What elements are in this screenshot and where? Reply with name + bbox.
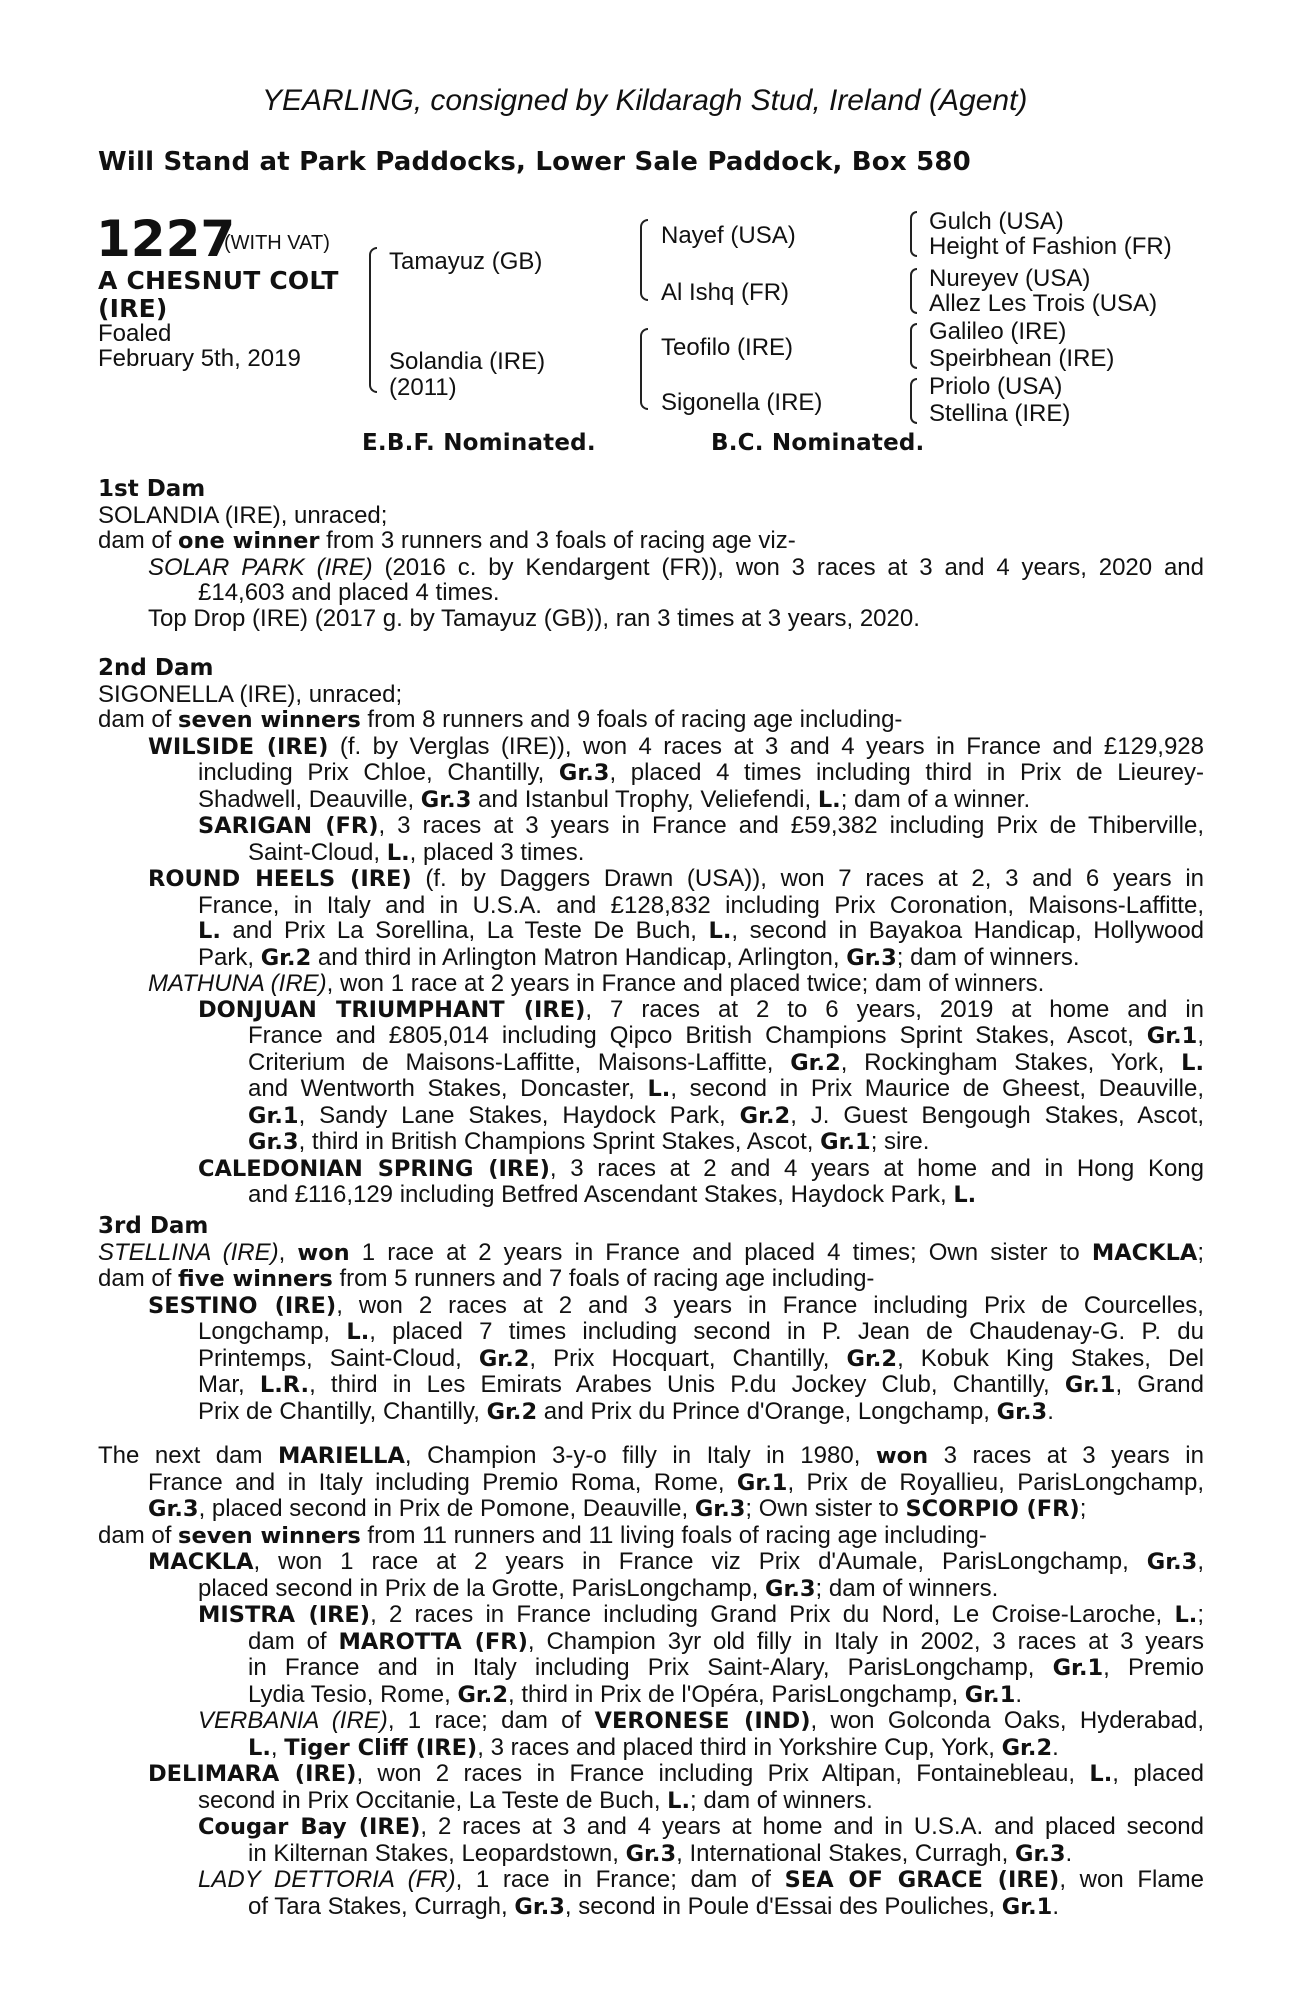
bold-text: MISTRA (IRE) — [198, 1602, 371, 1628]
text: , J. Guest Bengough Stakes, Ascot, — [790, 1101, 1204, 1129]
pedigree-line — [98, 1443, 1204, 1470]
text: , third in Les Emirats Arabes Unis P.du Jockey Club, Chantilly, — [309, 1371, 1065, 1398]
pedigree-line — [98, 1629, 1204, 1656]
pedigree-line — [98, 787, 1204, 814]
text: and third in Arlington Matron Handicap, Arlington, — [311, 943, 847, 971]
bold-text: L. — [1181, 1049, 1204, 1076]
vat-note: (WITH VAT) — [224, 232, 330, 254]
bold-text: L. — [667, 1787, 691, 1814]
gen3-sire-sire-dam: Height of Fashion (FR) — [929, 233, 1172, 260]
text: , Rockingham Stakes, York, — [840, 1048, 1182, 1076]
bold-text: Gr.3 — [996, 1398, 1048, 1425]
pedigree-line — [98, 945, 1204, 972]
text: , International Stakes, Curragh, — [676, 1839, 1015, 1867]
pedigree-brace — [910, 378, 917, 424]
bold-text: Gr.3 — [625, 1840, 677, 1867]
text: Top Drop (IRE) (2017 g. by Tamayuz (GB)), ran 3 times at 3 years, 2020. — [148, 604, 920, 632]
text: , Prix de Royallieu, ParisLongchamp, — [787, 1468, 1204, 1496]
italic-text: LADY DETTORIA (FR) — [198, 1866, 456, 1893]
gen3-sire-sire-sire: Gulch (USA) — [929, 208, 1064, 235]
pedigree-line — [98, 1867, 1204, 1894]
pedigree-line — [98, 1372, 1204, 1399]
text: from 5 runners and 7 foals of racing age including- — [332, 1265, 875, 1292]
lot-description: A CHESNUT COLT — [98, 266, 339, 295]
text: , second in Bayakoa Handicap, Hollywood — [731, 917, 1205, 944]
bold-text: seven winners — [178, 1522, 361, 1549]
text: , — [1197, 1548, 1204, 1575]
pedigree-line — [98, 1050, 1204, 1077]
text: , 2 races at 3 and 4 years at home and in U.S.A. and placed second — [420, 1813, 1204, 1840]
bold-text: L. — [647, 1076, 671, 1102]
text: SIGONELLA (IRE), unraced; — [98, 680, 403, 708]
text: Park, — [198, 943, 261, 971]
bold-text: won — [875, 1443, 929, 1469]
bold-text: Gr.2 — [739, 1102, 791, 1129]
pedigree-line — [98, 1708, 1204, 1735]
text: dam of — [98, 706, 179, 733]
text: , second in Prix Maurice de Gheest, Deauville, — [670, 1075, 1205, 1102]
text: , won 1 race at 2 years in France viz Prix d'Aumale, ParisLongchamp, — [253, 1548, 1147, 1575]
consignment-header: YEARLING, consigned by Kildaragh Stud, Ireland (Agent) — [262, 84, 1028, 117]
pedigree-line — [98, 734, 1204, 761]
pedigree-line — [98, 1266, 1204, 1293]
stand-location: Will Stand at Park Paddocks, Lower Sale Paddock, Box 580 — [98, 147, 971, 177]
italic-text: MATHUNA (IRE) — [148, 970, 327, 997]
text: , Grand — [1115, 1371, 1204, 1398]
bold-text: Gr.2 — [457, 1681, 508, 1708]
text: ; Own sister to — [745, 1495, 906, 1522]
gen3-dam-dam-dam: Stellina (IRE) — [929, 400, 1071, 427]
pedigree-brace — [910, 211, 917, 257]
pedigree-brace — [640, 219, 648, 301]
text: , Champion 3yr old filly in Italy in 2002, 3 races at 3 years — [527, 1627, 1204, 1655]
text: , placed second in Prix de Pomone, Deauville, — [198, 1495, 695, 1522]
sire-sire: Nayef (USA) — [661, 222, 796, 249]
bold-text: Gr.1 — [1146, 1023, 1198, 1049]
lot-number: 1227 — [96, 210, 236, 268]
text: , Prix Hocquart, Chantilly, — [529, 1344, 847, 1372]
text: Lydia Tesio, Rome, — [248, 1680, 458, 1708]
bold-text: Cougar Bay (IRE) — [198, 1814, 421, 1840]
bold-text: Gr.1 — [820, 1129, 871, 1155]
pedigree-line — [98, 1894, 1204, 1921]
bold-text: Gr.1 — [964, 1681, 1016, 1708]
bold-text: Gr.1 — [1052, 1655, 1104, 1681]
pedigree-line — [98, 528, 1204, 555]
text: France and in Italy including Premio Roma, Rome, — [148, 1468, 737, 1496]
bold-text: L.R. — [259, 1372, 310, 1398]
text: ; dam of winners. — [690, 1786, 873, 1814]
text: ; — [1197, 1238, 1204, 1266]
text: , — [278, 1238, 298, 1266]
bold-text: CALEDONIAN SPRING (IRE) — [198, 1155, 550, 1182]
bold-text: five winners — [178, 1266, 333, 1292]
bold-text: Gr.1 — [1064, 1372, 1116, 1398]
italic-text: VERBANIA (IRE) — [198, 1707, 388, 1734]
foaled-date: February 5th, 2019 — [98, 345, 301, 372]
text: , won 1 race at 2 years in France and placed twice; dam of winners. — [326, 970, 1045, 997]
next-dam-section — [98, 1443, 1204, 1920]
gen3-sire-dam-sire: Nureyev (USA) — [929, 265, 1091, 292]
pedigree-line — [98, 1761, 1204, 1788]
text: , placed 7 times including second in P. Jean de Chaudenay-G. P. du — [369, 1318, 1204, 1345]
text: dam of — [98, 1521, 179, 1549]
bold-text: Gr.1 — [1001, 1893, 1053, 1920]
bold-text: Gr.1 — [736, 1469, 788, 1496]
text: (f. by Daggers Drawn (USA)), won 7 races at 2, 3 and 6 years in — [411, 865, 1205, 892]
text: placed second in Prix de la Grotte, ParisLongchamp, — [198, 1574, 765, 1602]
text: . — [1052, 1892, 1059, 1920]
bold-text: one winner — [178, 528, 320, 554]
bold-text: L. — [346, 1319, 370, 1345]
bold-text: L. — [953, 1182, 977, 1208]
italic-text: STELLINA (IRE) — [98, 1238, 279, 1266]
section-heading: 3rd Dam — [98, 1213, 209, 1239]
pedigree-line — [98, 760, 1204, 787]
pedigree-line — [98, 707, 1204, 734]
bold-text: Gr.1 — [248, 1102, 299, 1129]
text: . — [1047, 1397, 1054, 1425]
section-heading: 1st Dam — [98, 476, 206, 502]
dam-dam: Sigonella (IRE) — [661, 389, 823, 416]
sire-name: Tamayuz (GB) — [389, 248, 543, 275]
text: dam of — [98, 1265, 179, 1292]
text: , Sandy Lane Stakes, Haydock Park, — [298, 1101, 740, 1129]
pedigree-line — [98, 840, 1204, 867]
pedigree-brace — [640, 328, 648, 410]
bold-text: Tiger Cliff (IRE) — [284, 1734, 478, 1761]
text: including Prix Chloe, Chantilly, — [198, 759, 559, 786]
text: , placed — [1112, 1760, 1205, 1787]
bold-text: L. — [1174, 1602, 1198, 1628]
text: Prix de Chantilly, Chantilly, — [198, 1397, 487, 1425]
pedigree-brace — [369, 247, 377, 393]
text: (2016 c. by Kendargent (FR)), won 3 races at 3 and 4 years, 2020 and — [372, 553, 1205, 581]
bold-text: Gr.2 — [790, 1049, 841, 1076]
pedigree-line — [98, 1682, 1204, 1709]
text: The next dam — [98, 1442, 278, 1469]
pedigree-line — [98, 1655, 1204, 1682]
bold-text: DELIMARA (IRE) — [148, 1761, 357, 1787]
bold-text: L. — [708, 918, 732, 944]
bold-text: Gr.2 — [1001, 1734, 1053, 1761]
bold-text: ROUND HEELS (IRE) — [148, 866, 412, 892]
text: of Tara Stakes, Curragh, — [248, 1892, 515, 1920]
text: SOLANDIA (IRE), unraced; — [98, 501, 388, 529]
pedigree-line — [98, 813, 1204, 840]
text: , Premio — [1103, 1654, 1204, 1681]
bold-text: Gr.3 — [694, 1496, 746, 1522]
bold-text: Gr.2 — [486, 1398, 538, 1425]
text: , 3 races at 3 years in France and £59,382 including Prix de Thiberville, — [378, 812, 1205, 839]
pedigree-line — [98, 1523, 1204, 1550]
bold-text: MARIELLA — [277, 1443, 405, 1469]
bold-text: Gr.2 — [846, 1345, 898, 1372]
bold-text: L. — [817, 786, 841, 813]
text: ; — [1197, 1601, 1204, 1628]
text: and Prix La Sorellina, La Teste De Buch, — [220, 917, 709, 944]
dam-sire: Teofilo (IRE) — [661, 334, 794, 361]
pedigree-line — [98, 1602, 1204, 1629]
text: , Kobuk King Stakes, Del — [897, 1344, 1205, 1372]
bold-text: MACKLA — [148, 1549, 254, 1575]
gen3-dam-sire-sire: Galileo (IRE) — [929, 318, 1067, 345]
text: ; — [1079, 1495, 1087, 1522]
bold-text: L. — [386, 839, 410, 866]
pedigree-line — [98, 1156, 1204, 1183]
pedigree-line — [98, 1023, 1204, 1050]
text: dam of — [98, 527, 179, 554]
text: . — [1052, 1733, 1059, 1761]
text: , won Golconda Oaks, Hyderabad, — [810, 1707, 1204, 1734]
italic-text: SOLAR PARK (IRE) — [148, 553, 373, 581]
pedigree-line — [98, 1735, 1204, 1762]
third-dam-section — [98, 1214, 1204, 1425]
text: Mar, — [198, 1371, 260, 1398]
text: (f. by Verglas (IRE)), won 4 races at 3 and 4 years in France and £129,928 — [328, 732, 1204, 760]
pedigree-line — [98, 1841, 1204, 1868]
bold-text: Gr.2 — [260, 944, 312, 971]
text: Printemps, Saint-Cloud, — [198, 1344, 479, 1372]
bold-text: SESTINO (IRE) — [148, 1292, 337, 1319]
text: £14,603 and placed 4 times. — [198, 579, 500, 606]
sire-dam: Al Ishq (FR) — [661, 279, 790, 306]
bold-text: MAROTTA (FR) — [338, 1628, 528, 1655]
second-dam-section — [98, 656, 1204, 1209]
pedigree-line — [98, 1814, 1204, 1841]
bold-text: Gr.3 — [558, 760, 610, 786]
text: ; sire. — [870, 1128, 930, 1155]
pedigree-line — [98, 918, 1204, 945]
bold-text: SARIGAN (FR) — [198, 813, 379, 839]
text: Saint-Cloud, — [248, 838, 387, 866]
text: from 8 runners and 9 foals of racing age including- — [360, 706, 903, 733]
text: . — [1065, 1839, 1073, 1867]
text: dam of — [248, 1627, 339, 1655]
ebf-nomination: E.B.F. Nominated. — [362, 430, 596, 456]
pedigree-line — [98, 1496, 1204, 1523]
gen3-dam-dam-sire: Priolo (USA) — [929, 373, 1063, 400]
text: , Champion 3-y-o filly in Italy in 1980, — [404, 1442, 876, 1469]
bold-text: L. — [248, 1734, 271, 1761]
pedigree-line — [98, 555, 1204, 581]
pedigree-line — [98, 1129, 1204, 1156]
text: from 11 runners and 11 living foals of racing age including- — [360, 1521, 987, 1549]
first-dam-section — [98, 477, 1204, 631]
pedigree-line — [98, 1319, 1204, 1346]
pedigree-line — [98, 866, 1204, 893]
bold-text: WILSIDE (IRE) — [148, 733, 329, 760]
bold-text: seven winners — [178, 707, 361, 733]
pedigree-line — [98, 580, 1204, 606]
text: France and £805,014 including Qipco British Champions Sprint Stakes, Ascot, — [248, 1022, 1147, 1049]
lot-origin: (IRE) — [98, 294, 168, 323]
bold-text: VERONESE (IND) — [594, 1708, 811, 1734]
text: , 3 races and placed third in Yorkshire Cup, York, — [477, 1733, 1002, 1761]
text: , third in Prix de l'Opéra, ParisLongchamp, — [508, 1680, 965, 1708]
bold-text: Gr.3 — [148, 1496, 199, 1522]
text: and Prix du Prince d'Orange, Longchamp, — [537, 1397, 997, 1425]
text: , third in British Champions Sprint Stakes, Ascot, — [298, 1128, 821, 1155]
text: ; dam of a winner. — [840, 785, 1031, 813]
text: and £116,129 including Betfred Ascendant Stakes, Haydock Park, — [248, 1181, 954, 1208]
pedigree-line — [98, 1103, 1204, 1130]
text: in Kilternan Stakes, Leopardstown, — [248, 1839, 626, 1867]
bold-text: Gr.3 — [846, 944, 897, 971]
bold-text: MACKLA — [1091, 1239, 1198, 1266]
bold-text: won — [297, 1239, 350, 1266]
text: and Istanbul Trophy, Veliefendi, — [471, 785, 818, 813]
text: Criterium de Maisons-Laffitte, Maisons-Laffitte, — [248, 1048, 791, 1076]
bold-text: Gr.3 — [764, 1575, 816, 1602]
text: , won 2 races in France including Prix Altipan, Fontainebleau, — [356, 1760, 1090, 1787]
dam-year: (2011) — [389, 374, 457, 401]
bold-text: L. — [198, 918, 221, 944]
foaled-label: Foaled — [98, 320, 172, 347]
gen3-sire-dam-dam: Allez Les Trois (USA) — [929, 290, 1158, 317]
pedigree-line — [98, 1182, 1204, 1209]
text: 1 race at 2 years in France and placed 4 times; Own sister to — [349, 1238, 1092, 1266]
pedigree-line — [98, 606, 1204, 632]
pedigree-line — [98, 1470, 1204, 1497]
bold-text: Gr.3 — [248, 1129, 299, 1155]
pedigree-line — [98, 971, 1204, 997]
text: , 1 race in France; dam of — [455, 1866, 785, 1893]
bold-text: SCORPIO (FR) — [905, 1496, 1080, 1522]
text: , 2 races in France including Grand Prix du Nord, Le Croise-Laroche, — [370, 1601, 1175, 1628]
text: in France and in Italy including Prix Saint-Alary, ParisLongchamp, — [248, 1654, 1053, 1681]
pedigree-line — [98, 1788, 1204, 1815]
text: second in Prix Occitanie, La Teste de Buch, — [198, 1786, 668, 1814]
bold-text: DONJUAN TRIUMPHANT (IRE) — [198, 996, 586, 1023]
pedigree-line — [98, 1240, 1204, 1267]
text: from 3 runners and 3 foals of racing age viz- — [319, 527, 796, 554]
pedigree-line — [98, 1549, 1204, 1576]
pedigree-line — [98, 682, 1204, 708]
text: 3 races at 3 years in — [928, 1442, 1204, 1469]
text: and Wentworth Stakes, Doncaster, — [248, 1075, 648, 1102]
text: , 7 races at 2 to 6 years, 2019 at home and in — [585, 995, 1204, 1023]
text: , second in Poule d'Essai des Pouliches, — [564, 1892, 1002, 1920]
gen3-dam-sire-dam: Speirbhean (IRE) — [929, 345, 1115, 372]
dam-name: Solandia (IRE) — [389, 348, 546, 375]
pedigree-line — [98, 997, 1204, 1024]
bold-text: Gr.3 — [420, 786, 472, 813]
pedigree-line — [98, 893, 1204, 919]
text: , won Flame — [1059, 1866, 1205, 1893]
text: Shadwell, Deauville, — [198, 785, 421, 813]
pedigree-line — [98, 1076, 1204, 1103]
text: , placed 3 times. — [409, 838, 585, 866]
text: , placed 4 times including third in Prix de Lieurey- — [609, 759, 1204, 786]
bold-text: Gr.3 — [1146, 1549, 1198, 1575]
section-heading: 2nd Dam — [98, 655, 214, 681]
text: , 1 race; dam of — [387, 1707, 595, 1734]
pedigree-line — [98, 503, 1204, 529]
pedigree-line — [98, 1293, 1204, 1320]
text: , — [1197, 1022, 1204, 1049]
text: ; dam of winners. — [896, 943, 1080, 971]
bc-nomination: B.C. Nominated. — [711, 430, 925, 456]
bold-text: Gr.3 — [1014, 1840, 1066, 1867]
pedigree-line — [98, 1576, 1204, 1603]
text: , 3 races at 2 and 4 years at home and in Hong Kong — [549, 1154, 1204, 1182]
text: , — [270, 1733, 285, 1761]
bold-text: Gr.2 — [478, 1345, 530, 1372]
bold-text: L. — [1089, 1761, 1113, 1787]
bold-text: SEA OF GRACE (IRE) — [784, 1867, 1060, 1893]
text: France, in Italy and in U.S.A. and £128,832 including Prix Coronation, Maisons-Laffitte, — [198, 891, 1204, 919]
text: ; dam of winners. — [815, 1574, 999, 1602]
pedigree-line — [98, 1399, 1204, 1426]
text: , won 2 races at 2 and 3 years in France including Prix de Courcelles, — [336, 1291, 1204, 1319]
pedigree-line — [98, 1346, 1204, 1373]
bold-text: Gr.3 — [514, 1893, 565, 1920]
pedigree-brace — [910, 268, 917, 314]
text: . — [1015, 1680, 1023, 1708]
pedigree-brace — [910, 323, 917, 369]
text: Longchamp, — [198, 1318, 347, 1345]
